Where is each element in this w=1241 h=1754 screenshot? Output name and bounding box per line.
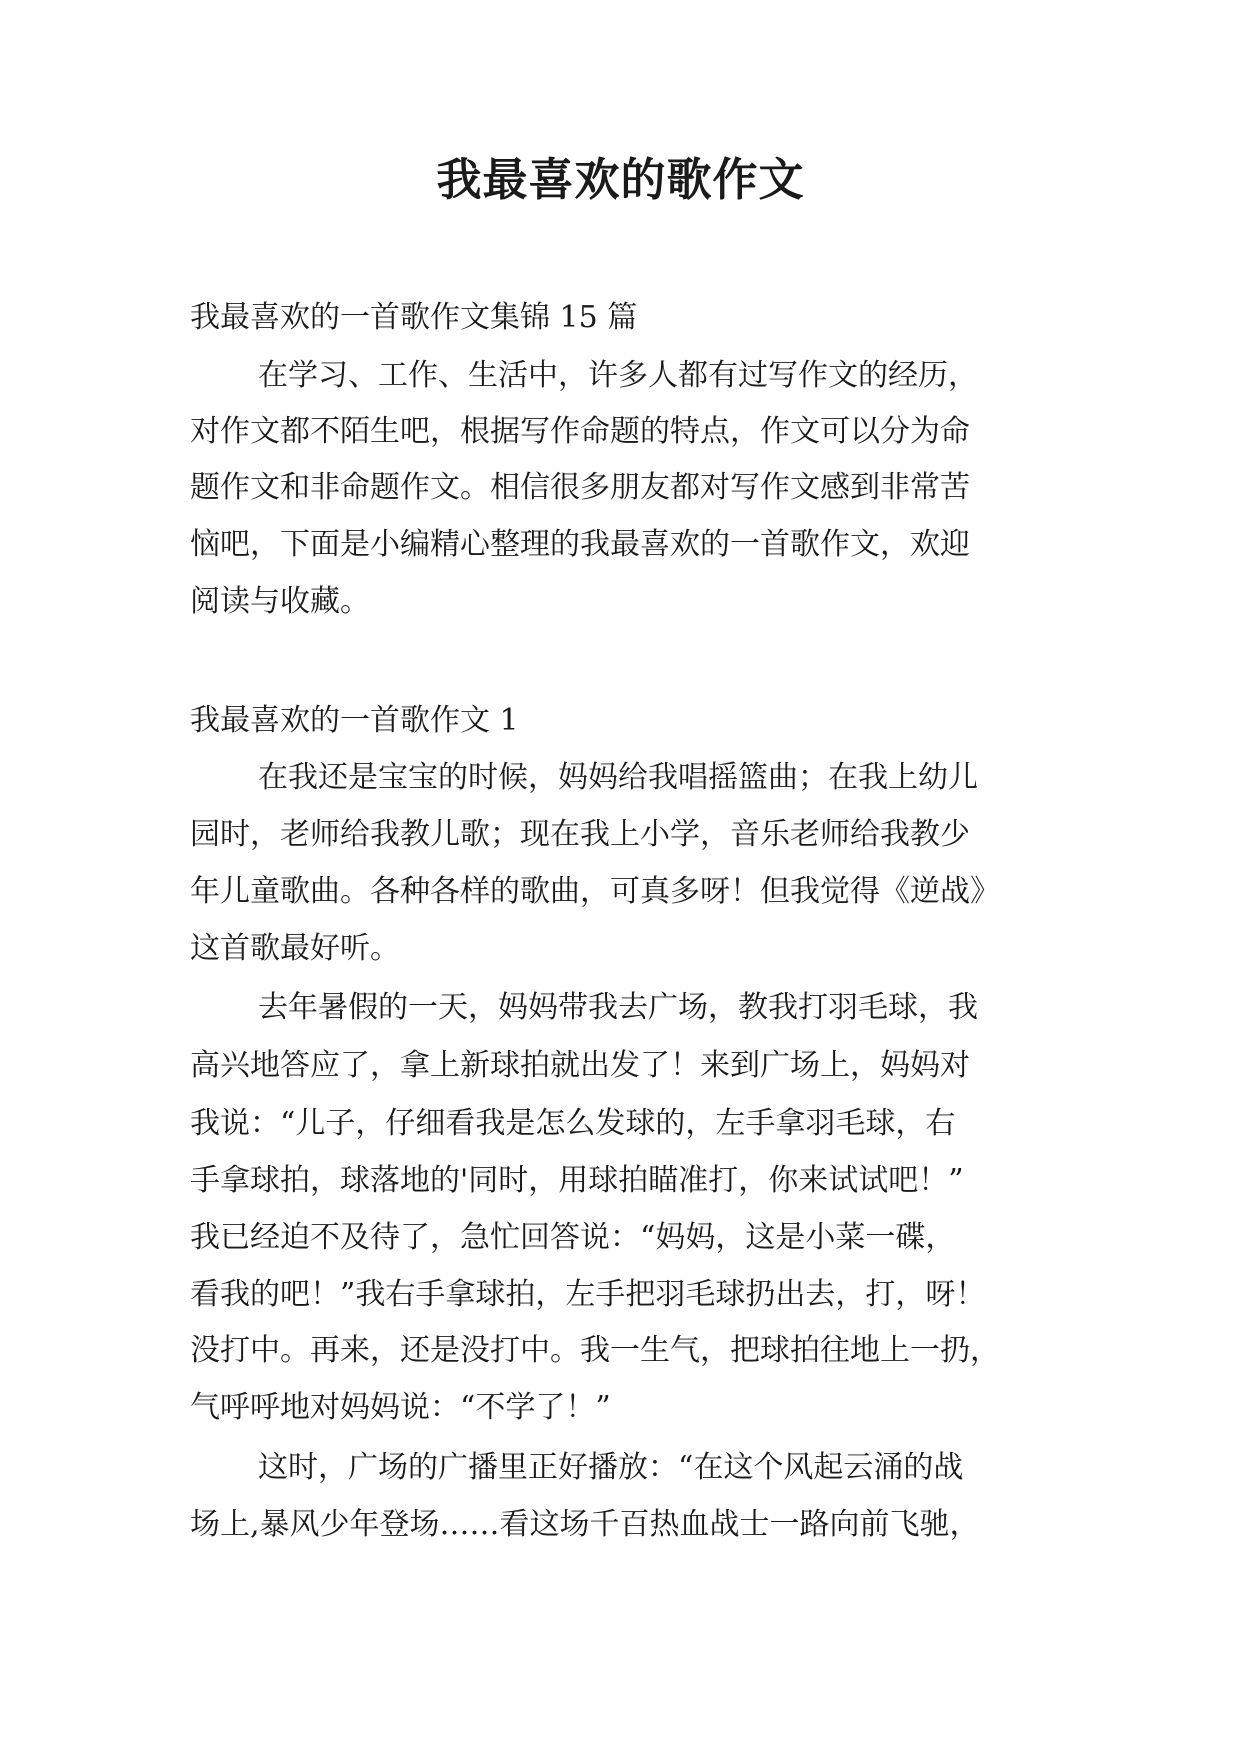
essay-paragraph-line: 我说：“儿子，仔细看我是怎么发球的，左手拿羽毛球，右 <box>190 1106 956 1141</box>
essay-paragraph-line: 没打中。再来，还是没打中。我一生气，把球拍往地上一扔， <box>190 1333 1000 1368</box>
essay-paragraph-line: 这首歌最好听。 <box>190 931 400 966</box>
essay-paragraph-line: 气呼呼地对妈妈说：“不学了！” <box>190 1390 611 1425</box>
intro-paragraph-line: 恼吧，下面是小编精心整理的我最喜欢的一首歌作文，欢迎 <box>190 527 970 562</box>
essay-paragraph-line: 看我的吧！”我右手拿球拍，左手把羽毛球扔出去，打，呀！ <box>190 1277 986 1312</box>
intro-paragraph-line: 题作文和非命题作文。相信很多朋友都对写作文感到非常苦 <box>190 470 970 505</box>
essay-paragraph-line: 手拿球拍，球落地的'同时，用球拍瞄准打，你来试试吧！” <box>190 1163 964 1198</box>
intro-paragraph-line: 阅读与收藏。 <box>190 584 370 619</box>
essay-paragraph-line: 我已经迫不及待了，急忙回答说：“妈妈，这是小菜一碟， <box>190 1220 956 1255</box>
essay-paragraph-line: 园时，老师给我教儿歌；现在我上小学，音乐老师给我教少 <box>190 817 970 852</box>
essay-paragraph-line: 这时，广场的广播里正好播放：“在这个风起云涌的战 <box>258 1450 964 1485</box>
essay-paragraph-line: 场上,暴风少年登场……看这场千百热血战士一路向前飞驰， <box>190 1507 980 1542</box>
document-title: 我最喜欢的歌作文 <box>436 153 805 206</box>
intro-paragraph-line: 对作文都不陌生吧，根据写作命题的特点，作文可以分为命 <box>190 414 970 449</box>
essay-paragraph-line: 高兴地答应了，拿上新球拍就出发了！来到广场上，妈妈对 <box>190 1048 970 1083</box>
collection-heading: 我最喜欢的一首歌作文集锦 15 篇 <box>190 300 638 335</box>
essay-paragraph-line: 在我还是宝宝的时候，妈妈给我唱摇篮曲；在我上幼儿 <box>258 760 978 795</box>
essay-paragraph-line: 去年暑假的一天，妈妈带我去广场，教我打羽毛球，我 <box>258 990 978 1025</box>
essay-paragraph-line: 年儿童歌曲。各种各样的歌曲，可真多呀！但我觉得《逆战》 <box>190 874 1000 909</box>
intro-paragraph-line: 在学习、工作、生活中，许多人都有过写作文的经历， <box>258 358 978 393</box>
essay-heading: 我最喜欢的一首歌作文 1 <box>190 703 519 738</box>
